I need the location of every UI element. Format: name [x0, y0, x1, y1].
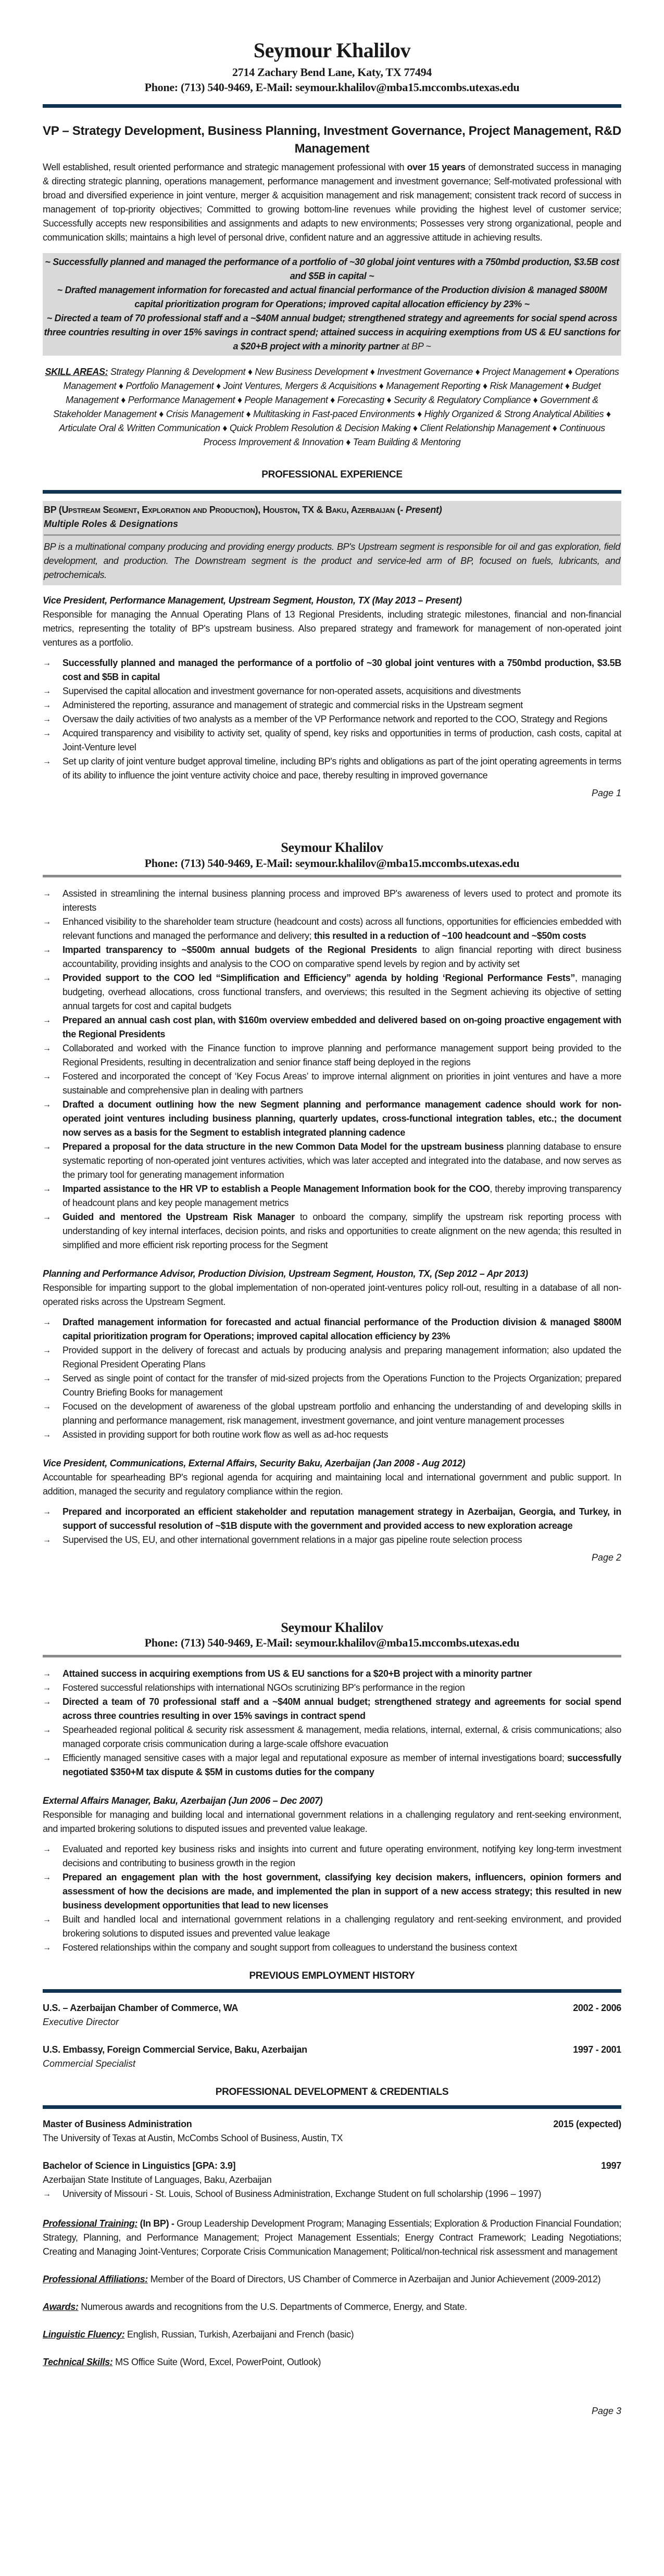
bullet-text: Acquired transparency and visibility to activity set, quality of spend, key risks and opportunities in terms of production, cash costs, capital at Joint-Venture level — [62, 728, 621, 753]
contact-info: Phone: (713) 540-9469, E-Mail: seymour.khalilov@mba15.mccombs.utexas.edu — [144, 80, 520, 94]
bullet-bold: Successfully planned and managed the performance of a portfolio of ~30 global joint ventures with a 750mbd production, $3.5B cost and $5B in capital — [62, 658, 621, 683]
professional-summary — [43, 160, 621, 245]
arrow-right-icon: → — [43, 715, 51, 724]
list-item — [43, 887, 621, 915]
achievement — [43, 311, 621, 354]
arrow-right-icon: → — [43, 1683, 51, 1692]
bullet-text: Set up clarity of joint venture budget approval timeline, including BP's rights and obligations as part of the joint operating agreements in terms of its ability to influence the joint venture activity choice and pace, thereby resulting in improved governance — [62, 756, 621, 781]
bullet-text: Collaborated and worked with the Finance function to improve planning and performance management support being provided to the Regional Presidents, resulting in decentralization and senior finance staff being deployed in the regions — [62, 1043, 621, 1068]
degree-year: 1997 — [601, 2160, 621, 2171]
job-title: Executive Director — [43, 2016, 119, 2027]
career-headline: VP – Strategy Development, Business Planning, Investment Governance, Project Management, R&D Management — [43, 124, 621, 156]
arrow-right-icon: → — [43, 1374, 51, 1384]
bullet-bold: Attained success in acquiring exemptions from US & EU sanctions for a $20+B project with a minority partner — [62, 1668, 532, 1679]
list-item — [43, 1210, 621, 1252]
employer-name: U.S. Embassy, Foreign Commercial Service, Baku, Azerbaijan — [43, 2044, 307, 2055]
arrow-right-icon: → — [43, 1430, 51, 1440]
bullet-bold: Drafted management information for forecasted and actual financial performance of the Production division & managed $800M capital prioritization program for Operations; improved capital allocation efficiency by 23% — [62, 1317, 621, 1342]
arrow-right-icon: → — [43, 946, 51, 955]
list-item — [43, 2187, 621, 2201]
list-item — [43, 755, 621, 783]
candidate-name: Seymour Khalilov — [253, 39, 411, 62]
role-bullets — [43, 1505, 621, 1547]
degree-header — [43, 2159, 621, 2173]
list-item — [43, 1913, 621, 1941]
arrow-right-icon: → — [43, 1943, 51, 1952]
training-context: (In BP) - — [137, 2218, 174, 2229]
technical-text: MS Office Suite (Word, Excel, PowerPoint, Outlook) — [112, 2356, 321, 2367]
list-item — [43, 1667, 621, 1681]
list-item — [43, 1842, 621, 1870]
arrow-right-icon: → — [43, 2189, 51, 2198]
list-item — [43, 1400, 621, 1428]
arrow-right-icon: → — [43, 1536, 51, 1545]
list-item — [43, 712, 621, 726]
bullet-text: Enhanced visibility to the shareholder team structure (headcount and costs) across all functions, opportunities for efficiencies embedded with relevant functions and managed the performance and delivery; — [62, 916, 621, 941]
achievement: ~ Drafted management information for forecasted and actual financial performance of the Production division & managed $800M capital prioritization program for Operations; improved capital allocation efficiency by 23% ~ — [57, 285, 607, 310]
summary-text: of demonstrated success in managing & directing strategic planning, operations management, performance management and investment governance; Self-motivated professional with broad and diversified experience in joint venture, merger & acquisition management and risk management; consistent track record of success in management of top-priority objectives; Committed to growing bottom-line revenues while providing the highest level of customer service; Successfully accepts new responsibilities and assignments and adapts to new environments; Possesses very strong organizational, people and communication skills; maintains a high level of personal drive, confident nature and an aggressive attitude in achieving results. — [43, 162, 621, 243]
candidate-name: Seymour Khalilov — [281, 1620, 383, 1636]
degree-name: Bachelor of Science in Linguistics [GPA: 3.9] — [43, 2160, 236, 2171]
bullet-text: Provided support in the delivery of forecast and actuals by producing analysis and preparing management information; also updated the Regional President Operating Plans — [62, 1345, 621, 1370]
school-name: Azerbaijan State Institute of Languages, Baku, Azerbaijan — [43, 2174, 272, 2185]
bullet-text: Supervised the US, EU, and other international government relations in a major gas pipeline route selection process — [62, 1535, 522, 1545]
arrow-right-icon: → — [43, 701, 51, 710]
role-title: Planning and Performance Advisor, Production Division, Upstream Segment, Houston, TX, (Sep 2012 – Apr 2013) — [43, 1268, 528, 1279]
arrow-right-icon: → — [43, 889, 51, 899]
bullet-text: University of Missouri - St. Louis, School of Business Administration, Exchange Student on full scholarship (1996 – 1997) — [62, 2188, 542, 2199]
company-roles: Multiple Roles & Designations — [44, 519, 179, 530]
skill-areas — [43, 365, 621, 449]
section-title-previous-employment: PREVIOUS EMPLOYMENT HISTORY — [249, 1970, 415, 1981]
arrow-right-icon: → — [43, 1669, 51, 1678]
role-bullets — [43, 656, 621, 783]
list-item — [43, 1505, 621, 1533]
list-item — [43, 1751, 621, 1779]
affiliations-label: Professional Affiliations: — [43, 2273, 148, 2284]
bullet-text: Oversaw the daily activities of two analysts as a member of the VP Performance network and reported to the COO, Strategy and Regions — [62, 714, 608, 725]
bullet-text: Assisted in streamlining the internal business planning process and improved BP's awareness of levers used to protect and promote its interests — [62, 888, 621, 913]
role-bullets-continued — [43, 887, 621, 1252]
training-list: Group Leadership Development Program; Managing Essentials; Exploration & Production Financial Foundation; Strategy, Planning, and Performance Management; Project Management Essentials; Energy Contract Framework; Leading Negotiations; Creating and Managing Joint-Ventures; Corporate Crisis Communication Management; Political/non-technical risk assessment and management — [43, 2218, 621, 2257]
list-item — [43, 656, 621, 684]
awards-text: Numerous awards and recognitions from the U.S. Departments of Commerce, Energy, and State. — [78, 2301, 467, 2312]
role-title: External Affairs Manager, Baku, Azerbaijan (Jun 2006 – Dec 2007) — [43, 1795, 323, 1806]
list-item — [43, 1723, 621, 1751]
list-item — [43, 915, 621, 943]
bullet-text: Served as single point of contact for the transfer of mid-sized projects from the Operations Function to the Projects Organization; prepared Country Briefing Books for management — [62, 1373, 621, 1398]
arrow-right-icon: → — [43, 1844, 51, 1854]
arrow-right-icon: → — [43, 1402, 51, 1412]
languages-text: English, Russian, Turkish, Azerbaijani and French (basic) — [124, 2329, 354, 2340]
bullet-bold: Prepared a proposal for the data structure in the new Common Data Model for the upstream business — [62, 1141, 504, 1152]
bullet-bold: Prepared and incorporated an efficient stakeholder and reputation management strategy in Azerbaijan, Georgia, and Turkey, in support of successful resolution of ~$1B dispute with the government and provided access to new exploration acreage — [62, 1506, 621, 1531]
company-block-bp — [43, 501, 621, 585]
list-item — [43, 971, 621, 1013]
role-summary: Accountable for spearheading BP's regional agenda for acquiring and maintaining local and international government and public support. In addition, managed the security and regulatory compliance within the region. — [43, 1472, 621, 1497]
skill-areas-list: Strategy Planning & Development ♦ New Business Development ♦ Investment Governance ♦ Project Management ♦ Operations Management ♦ Portfolio Management ♦ Joint Ventures, Mergers & Acquisitions ♦ Management Reporting ♦ Risk Management ♦ Budget Management ♦ Performance Management ♦ People Management ♦ Forecasting ♦ Security & Regulatory Compliance ♦ Government & Stakeholder Management ♦ Crisis Management ♦ Multitasking in Fast-paced Environments ♦ Highly Organized & Strong Analytical Abilities ♦ Articulate Oral & Written Communication ♦ Quick Problem Resolution & Decision Making ♦ Client Relationship Management ♦ Continuous Process Improvement & Innovation ♦ Team Building & Mentoring — [53, 367, 619, 448]
list-item — [43, 1315, 621, 1343]
section-title-credentials: PROFESSIONAL DEVELOPMENT & CREDENTIALS — [215, 2086, 449, 2097]
summary-emphasis: over 15 years — [407, 162, 466, 173]
achievement-tail: at BP ~ — [399, 341, 431, 352]
role-title: Vice President, Communications, External Affairs, Security Baku, Azerbaijan (Jan 2008 - Aug 2012) — [43, 1458, 466, 1469]
section-title-experience: PROFESSIONAL EXPERIENCE — [261, 469, 403, 481]
previous-job-header — [43, 2001, 621, 2015]
school-name: The University of Texas at Austin, McCombs School of Business, Austin, TX — [43, 2132, 343, 2143]
arrow-right-icon: → — [43, 1044, 51, 1053]
arrow-right-icon: → — [43, 1072, 51, 1082]
technical-label: Technical Skills: — [43, 2356, 113, 2367]
list-item — [43, 1041, 621, 1070]
arrow-right-icon: → — [43, 918, 51, 927]
bullet-text: Spearheaded regional political & security risk assessment & management, media relations, internal, external, & crisis communications; also managed corporate crisis communication during a large-scale offshore evacuation — [62, 1724, 621, 1749]
job-title: Commercial Specialist — [43, 2058, 136, 2069]
bullet-text: Focused on the development of awareness of the global upstream portfolio and enhancing the understanding of and developing skills in planning and performance management, risk management, investment governance, and joint venture management processes — [62, 1401, 621, 1426]
list-item — [43, 1372, 621, 1400]
role-summary: Responsible for managing the Annual Operating Plans of 13 Regional Presidents, including strategic milestones, financial and non-financial metrics, representing the totality of BP's upstream business. Also prepared strategy and framework for management of non-operated joint ventures as a portfolio. — [43, 609, 621, 648]
list-item — [43, 1695, 621, 1723]
skill-areas-label: SKILL AREAS: — [45, 367, 108, 378]
arrow-right-icon: → — [43, 1915, 51, 1924]
bullet-text: , managing budgeting, overhead allocations, cross functional transfers, and overviews; this resulted in the Segment achieving its objective of setting annual targets for cost and capital budgets — [62, 973, 621, 1012]
role-bullets — [43, 1842, 621, 1955]
arrow-right-icon: → — [43, 1213, 51, 1222]
bullet-text: to align financial reporting with direct business accountability, providing insights and analysis to the COO on comparative spend levels by region and by activity set — [62, 945, 621, 970]
previous-job-header — [43, 2043, 621, 2057]
bullet-text: Fostered relationships within the company and sought support from colleagues to understand the business context — [62, 1942, 517, 1953]
list-item — [43, 1140, 621, 1182]
bullet-text: Supervised the capital allocation and investment governance for non-operated assets, acquisitions and divestments — [62, 686, 521, 697]
employment-years: 2002 - 2006 — [573, 2002, 621, 2013]
arrow-right-icon: → — [43, 1507, 51, 1517]
arrow-right-icon: → — [43, 974, 51, 983]
bullet-text: planning database to ensure systematic reporting of non-operated joint ventures activities, which was later accepted and integrated into the database, and now serves as the primary tool for generating management information — [62, 1141, 621, 1180]
employer-name: U.S. – Azerbaijan Chamber of Commerce, WA — [43, 2002, 239, 2013]
bullet-bold: Directed a team of 70 professional staff and a ~$40M annual budget; strengthened strategy and agreements for social spend across three countries resulting in over 15% savings in contract spend — [62, 1696, 621, 1721]
list-item — [43, 1098, 621, 1140]
previous-job — [43, 2043, 621, 2071]
summary-text: Well established, result oriented performance and strategic management professional with — [43, 162, 407, 173]
bullet-text: Efficiently managed sensitive cases with a major legal and reputational exposure as member of internal investigations board; — [62, 1752, 568, 1763]
arrow-right-icon: → — [43, 687, 51, 696]
linguistic-fluency — [43, 2328, 621, 2342]
awards — [43, 2300, 621, 2314]
header-divider — [43, 104, 621, 108]
list-item — [43, 1428, 621, 1442]
arrow-right-icon: → — [43, 729, 51, 738]
list-item — [43, 943, 621, 971]
company-name — [44, 503, 620, 517]
bullet-bold: Prepared an engagement plan with the host government, classifying key decision makers, influencers, opinion formers and assessment of how the decisions are made, and implemented the plan in support of a new access strategy; this resulted in new business development opportunities that lead to new licenses — [62, 1871, 621, 1911]
arrow-right-icon: → — [43, 1100, 51, 1110]
arrow-right-icon: → — [43, 1016, 51, 1025]
resume-page-3 — [0, 1563, 664, 2437]
role-bullets-continued — [43, 1667, 621, 1779]
list-item — [43, 1870, 621, 1913]
company-description: BP is a multinational company producing and providing energy products. BP's Upstream segment is responsible for oil and gas exploration, field development, and production. The Downstream segment is the product and service-led arm of BP, focused on fuels, lubricants, and petrochemicals. — [44, 542, 620, 581]
bullet-text: Built and handled local and international government relations in a challenging regulatory and rent-seeking environment, and provided brokering solutions to disputed issues and prevented value leakage — [62, 1914, 621, 1939]
page-number: Page 2 — [591, 1552, 621, 1563]
degree-name: Master of Business Administration — [43, 2118, 192, 2129]
address: 2714 Zachary Bend Lane, Katy, TX 77494 — [232, 66, 432, 79]
previous-job — [43, 2001, 621, 2029]
list-item — [43, 1533, 621, 1547]
bullet-bold: Provided support to the COO led “Simplification and Efficiency” agenda by holding ‘Regional Performance Fests” — [62, 973, 575, 984]
achievement-bold: ~ Directed a team of 70 professional staff and a ~$40M annual budget; strengthened strategy and agreements for social spend across three countries resulting in over 15% savings in contract spend; attained success in acquiring exemptions from US & EU sanctions for a $20+B project with a minority partner — [44, 313, 620, 352]
list-item — [43, 726, 621, 755]
role-summary: Responsible for imparting support to the global implementation of non-operated joint-ventures policy roll-out, resulting in a database of all non-operated risks across the Upstream Segment. — [43, 1283, 621, 1308]
resume-page-2 — [0, 799, 664, 1563]
arrow-right-icon: → — [43, 1185, 51, 1194]
bullet-text: to onboard the company, simplify the upstream risk reporting process with understanding of key internal interfaces, decision points, and risks and opportunities to create alignment on the new agenda; this resulted in simplified and more efficient risk reporting process for the Segment — [62, 1212, 621, 1251]
education-entry — [43, 2117, 621, 2145]
bullet-text: Fostered successful relationships with international NGOs scrutinizing BP's performance in the region — [62, 1682, 465, 1693]
company-dates: - Present) — [400, 505, 442, 516]
section-divider — [43, 1989, 621, 1993]
languages-label: Linguistic Fluency: — [43, 2329, 125, 2340]
training-label: Professional Training: — [43, 2218, 138, 2229]
list-item — [43, 1013, 621, 1041]
bullet-bold: Guided and mentored the Upstream Risk Manager — [62, 1212, 295, 1223]
role-title: Vice President, Performance Management, Upstream Segment, Houston, TX (May 2013 – Present) — [43, 595, 462, 606]
degree-header — [43, 2117, 621, 2131]
contact-info: Phone: (713) 540-9469, E-Mail: seymour.khalilov@mba15.mccombs.utexas.edu — [144, 1636, 520, 1650]
bullet-text: , thereby improving transparency of headcount plans and key people management metrics — [62, 1184, 621, 1209]
arrow-right-icon: → — [43, 757, 51, 766]
list-item — [43, 1941, 621, 1955]
professional-training — [43, 2217, 621, 2259]
bullet-bold: Imparted transparency to ~$500m annual budgets of the Regional Presidents — [62, 945, 417, 956]
list-item — [43, 1681, 621, 1695]
arrow-right-icon: → — [43, 1318, 51, 1327]
bullet-bold: Imparted assistance to the HR VP to establish a People Management Information book for the COO — [62, 1184, 490, 1195]
role-bullets — [43, 1315, 621, 1442]
bullet-text: Administered the reporting, assurance and management of strategic and commercial risks in the Upstream segment — [62, 700, 523, 711]
education-notes — [43, 2187, 621, 2201]
arrow-right-icon: → — [43, 1697, 51, 1706]
degree-year: 2015 (expected) — [553, 2118, 621, 2129]
bullet-text: Assisted in providing support for both routine work flow as well as ad-hoc requests — [62, 1429, 389, 1440]
bullet-bold: successfully negotiated $350+M tax dispute & $5M in customs duties for the company — [62, 1752, 621, 1777]
achievement: ~ Successfully planned and managed the performance of a portfolio of ~30 global joint ventures with a 750mbd production, $3.5B cost and $5B in capital ~ — [45, 257, 619, 282]
bullet-bold: this resulted in a reduction of ~100 headcount and ~$50m costs — [314, 931, 586, 941]
bullet-bold: Drafted a document outlining how the new Segment planning and performance management cadence should work for non-operated joint ventures including business planning, quarterly updates, cross-functional integration tables, etc.; the document now serves as a basis for the Segment to establish integrated planning cadence — [62, 1099, 621, 1138]
arrow-right-icon: → — [43, 659, 51, 668]
arrow-right-icon: → — [43, 1753, 51, 1763]
role-summary: Responsible for managing and building local and international government relations in a challenging regulatory and rent-seeking environment, and imparted brokering solutions to disputed issues and prevented value leakage. — [43, 1809, 621, 1834]
company-name-text: BP (Upstream Segment, Exploration and Production), Houston, TX & Baku, Azerbaijan ( — [44, 505, 400, 516]
page-number: Page 1 — [591, 788, 621, 799]
arrow-right-icon: → — [43, 1142, 51, 1152]
bullet-bold: Prepared an annual cash cost plan, with $160m overview embedded and delivered based on on-going proactive engagement with the Regional Presidents — [62, 1015, 621, 1040]
page-number: Page 3 — [591, 2405, 621, 2416]
technical-skills — [43, 2355, 621, 2369]
arrow-right-icon: → — [43, 1346, 51, 1355]
bullet-text: Evaluated and reported key business risks and insights into current and future operating environment, notifying key long-term investment decisions and contributing to business growth in the region — [62, 1843, 621, 1868]
key-achievements-box — [43, 253, 621, 356]
arrow-right-icon: → — [43, 1873, 51, 1882]
section-divider — [43, 490, 621, 494]
bullet-text: Fostered and incorporated the concept of ‘Key Focus Areas’ to improve internal alignment on priorities in joint ventures and have a more sustainable and comprehensive plan in dealing with partners — [62, 1071, 621, 1096]
professional-affiliations — [43, 2272, 621, 2286]
candidate-name: Seymour Khalilov — [281, 840, 383, 856]
company-divider — [44, 534, 620, 536]
affiliations-text: Member of the Board of Directors, US Chamber of Commerce in Azerbaijan and Junior Achievement (2009-2012) — [147, 2273, 601, 2284]
resume-page-1 — [0, 0, 664, 799]
list-item — [43, 1182, 621, 1210]
section-divider — [43, 2105, 621, 2109]
awards-label: Awards: — [43, 2301, 79, 2312]
list-item — [43, 698, 621, 712]
arrow-right-icon: → — [43, 1725, 51, 1735]
list-item — [43, 1070, 621, 1098]
list-item — [43, 1343, 621, 1372]
header-divider — [43, 875, 621, 877]
list-item — [43, 684, 621, 698]
contact-info: Phone: (713) 540-9469, E-Mail: seymour.khalilov@mba15.mccombs.utexas.edu — [144, 856, 520, 870]
header-divider — [43, 1655, 621, 1657]
employment-years: 1997 - 2001 — [573, 2044, 621, 2055]
education-entry — [43, 2159, 621, 2201]
